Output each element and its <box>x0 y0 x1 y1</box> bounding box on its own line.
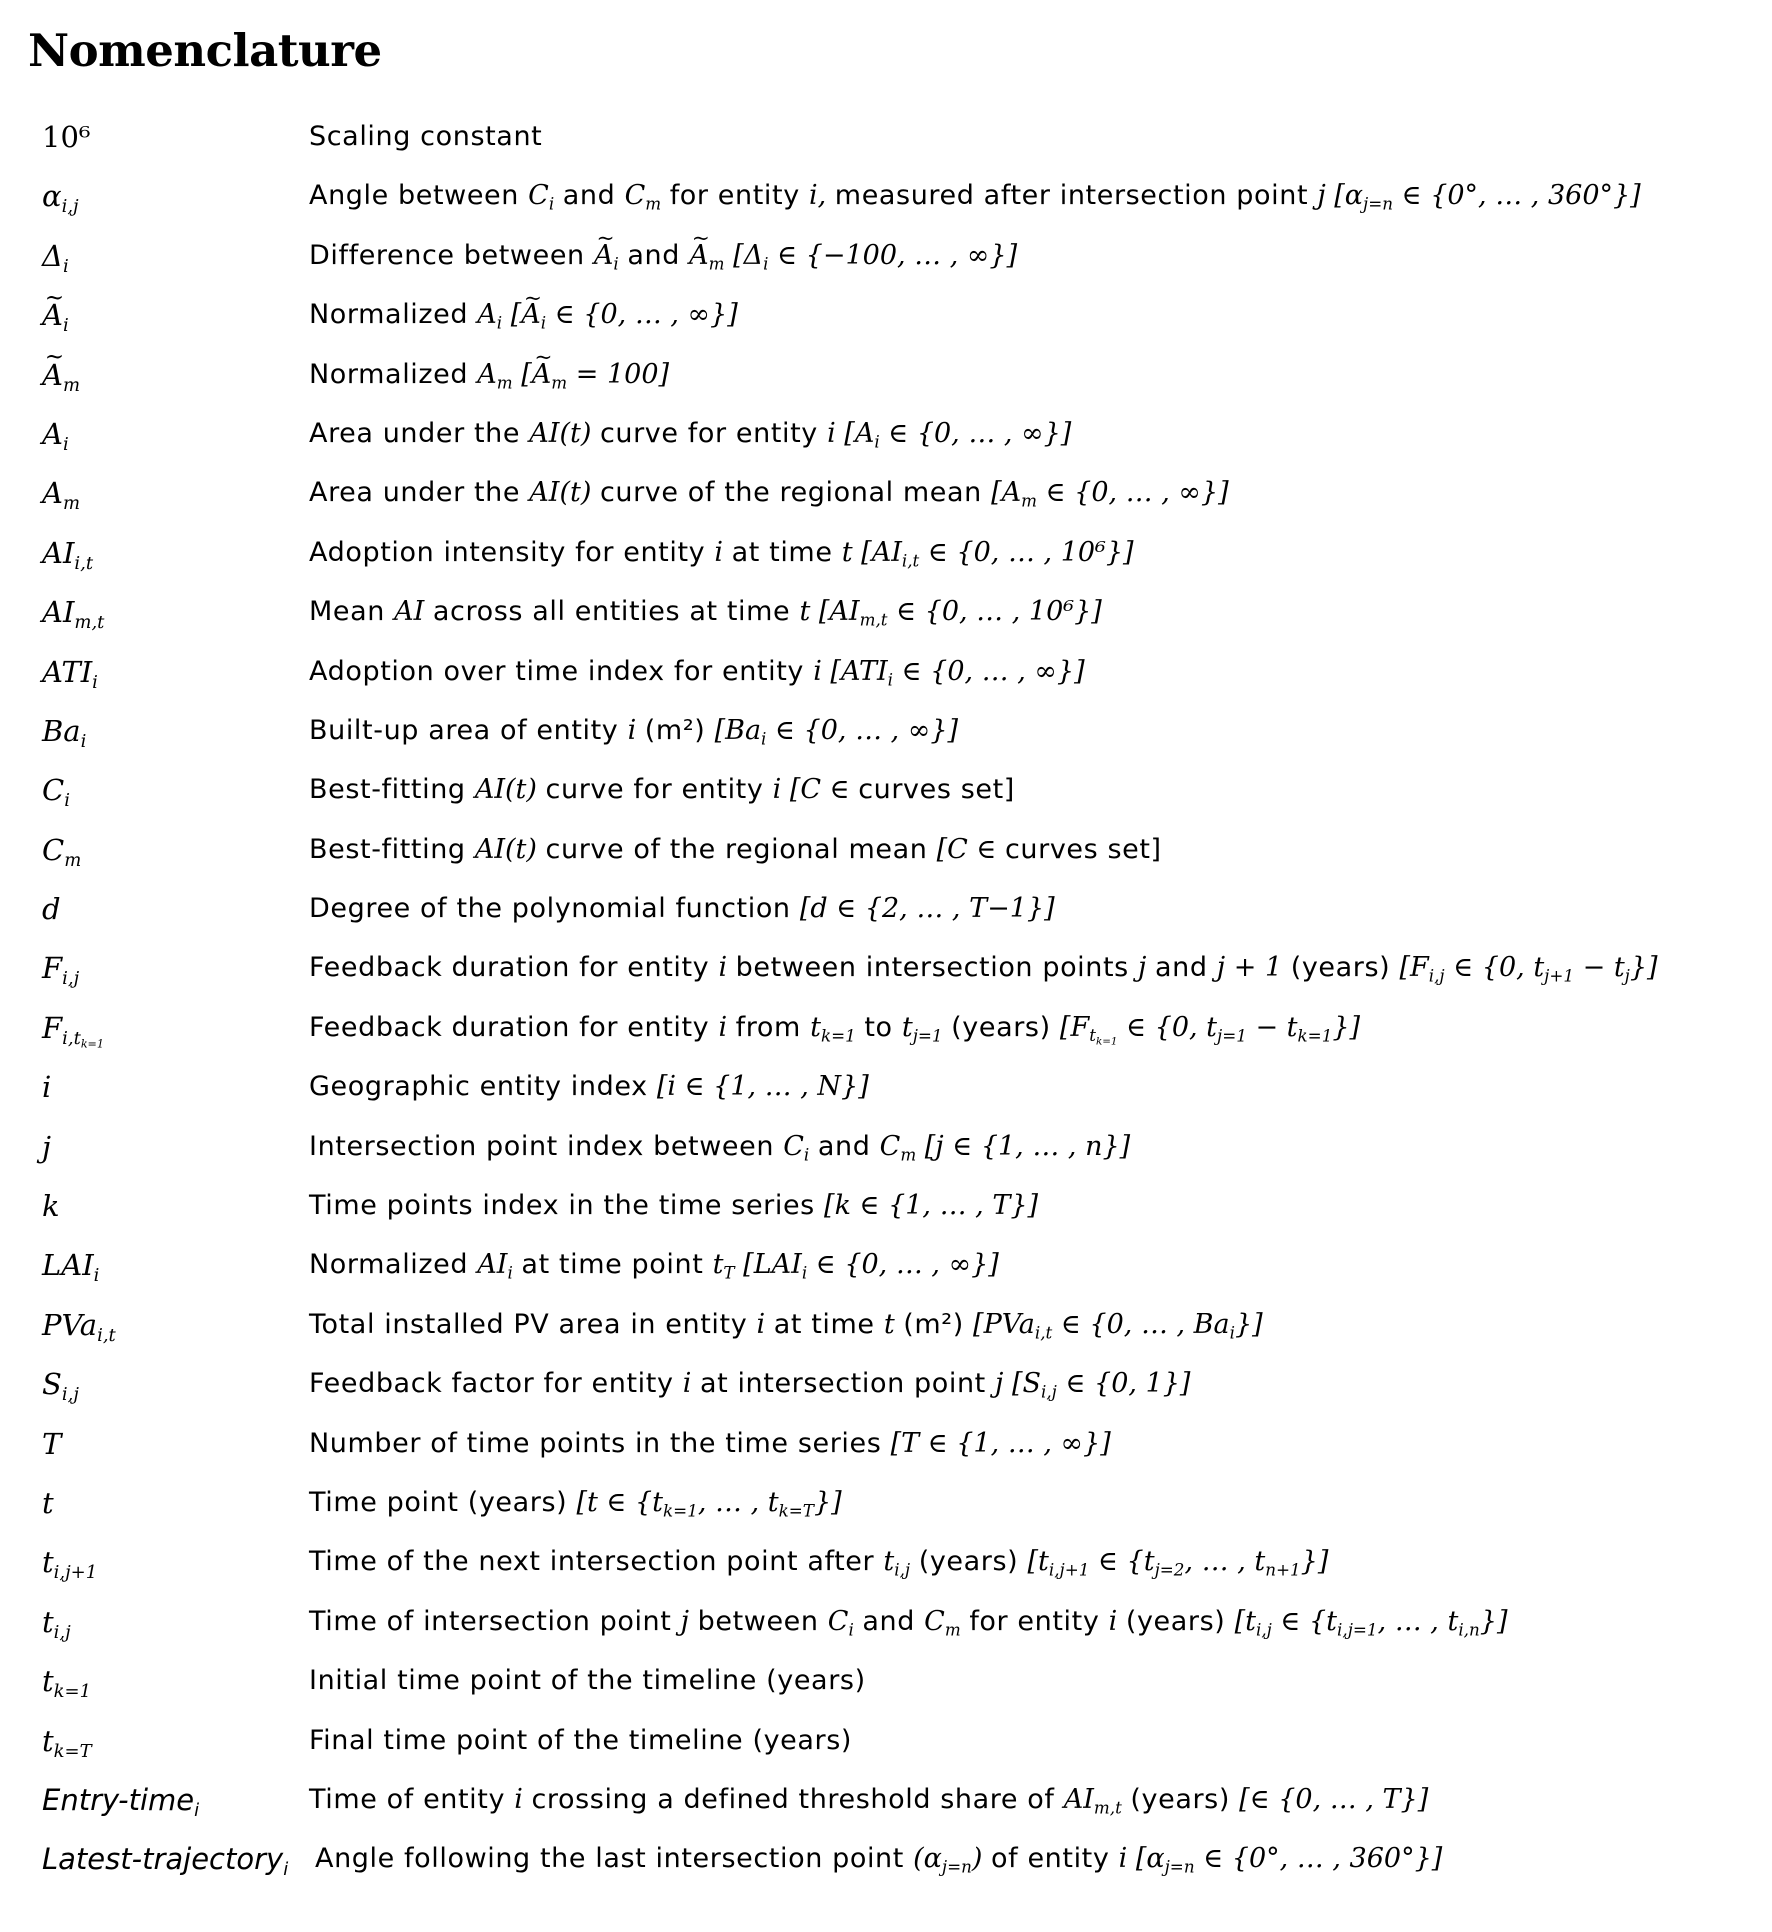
nomenclature-description: Feedback factor for entity i at intersection point j [$S_{i,j}$ ∈ {0, 1}] <box>309 1368 1191 1402</box>
nomenclature-row <box>0 653 1772 712</box>
nomenclature-row <box>0 593 1772 652</box>
nomenclature-row <box>0 1722 1772 1781</box>
nomenclature-row <box>0 296 1772 355</box>
nomenclature-row <box>0 831 1772 890</box>
nomenclature-symbol: $C_i$ <box>42 773 70 812</box>
nomenclature-symbol: $t_{k=1}$ <box>42 1664 92 1702</box>
nomenclature-description: Intersection point index between $C_i$ and $C_m$ [j ∈ {1, … , n}] <box>309 1130 1131 1164</box>
nomenclature-list <box>0 118 1772 1900</box>
nomenclature-symbol: 10⁶ <box>42 120 91 154</box>
nomenclature-symbol: $C_m$ <box>42 832 82 871</box>
nomenclature-description: Normalized $A_m$ [~ $A_m = 100$] <box>309 359 1772 390</box>
nomenclature-row <box>0 118 1772 177</box>
nomenclature-symbol: $\Delta_i$ <box>42 238 69 277</box>
nomenclature-description: Time points index in the time series [k ∈ {1, … , T}] <box>309 1190 1039 1222</box>
nomenclature-description: Normalized $A_i$ [~ $A_i$ ∈ {0, … , ∞}] <box>309 299 1772 330</box>
nomenclature-row <box>0 1306 1772 1365</box>
nomenclature-symbol: i <box>42 1070 52 1105</box>
nomenclature-description: Feedback duration for entity i from $t_{k=1}$ to $t_{j=1}$ (years) [$F_{t_{k=1}}$ ∈ {0, $t_{j=1} - t_{k=1}$}] <box>309 1011 1361 1048</box>
nomenclature-symbol: $t_{i,j}$ <box>42 1604 71 1643</box>
nomenclature-description: Time of the next intersection point after $t_{i,j}$ (years) [$t_{i,j+1}$ ∈ {$t_{j=2}$, … , $t_{n+1}$}] <box>309 1546 1329 1580</box>
nomenclature-row <box>0 1543 1772 1602</box>
nomenclature-row <box>0 474 1772 533</box>
nomenclature-row <box>0 534 1772 593</box>
nomenclature-row <box>0 1365 1772 1424</box>
nomenclature-description: Area under the AI(t) curve of the regional mean [$A_m$ ∈ {0, … , ∞}] <box>309 477 1229 511</box>
nomenclature-symbol: t <box>42 1485 54 1520</box>
nomenclature-description: Area under the AI(t) curve for entity i [$A_i$ ∈ {0, … , ∞}] <box>309 417 1072 452</box>
nomenclature-description: Degree of the polynomial function [d ∈ {2, … , T−1}] <box>309 893 1055 925</box>
nomenclature-symbol: $F_{i,j}$ <box>42 951 80 990</box>
nomenclature-symbol: $LAI_i$ <box>42 1248 100 1287</box>
nomenclature-row <box>0 949 1772 1008</box>
nomenclature-description: Scaling constant <box>309 121 543 152</box>
nomenclature-description: Final time point of the timeline (years) <box>309 1724 853 1756</box>
nomenclature-description: Total installed PV area in entity i at time t (m²) [PVa$_{i,t}$ ∈ {0, … , $Ba_i$}] <box>309 1308 1263 1343</box>
nomenclature-symbol: ~ $A_m$ <box>42 358 80 392</box>
nomenclature-description: Adoption over time index for entity i [$ATI_i$ ∈ {0, … , ∞}] <box>309 655 1085 689</box>
nomenclature-symbol: k <box>42 1189 60 1224</box>
nomenclature-description: Difference between ~ $A_i$ and ~ $A_m$ [$\Delta_i$ ∈ {−100, … , ∞}] <box>309 240 1772 271</box>
nomenclature-symbol: $\alpha_{i,j}$ <box>42 179 79 218</box>
nomenclature-symbol: $S_{i,j}$ <box>42 1367 79 1405</box>
nomenclature-description: Adoption intensity for entity i at time t [$AI_{i,t}$ ∈ {0, … , 10⁶}] <box>309 536 1134 571</box>
nomenclature-description: Angle between $C_i$ and $C_m$ for entity i, measured after intersection point j [$\alpha_{j=n}$ ∈ {0°, … , 360°}] <box>309 180 1641 214</box>
nomenclature-symbol: $t_{i,j+1}$ <box>42 1545 98 1584</box>
nomenclature-description: Angle following the last intersection point $(\alpha_{j=n})$ of entity i [$\alpha_{j=n}$ ∈ {0°, … , 360°}] <box>315 1843 1443 1877</box>
nomenclature-row <box>0 771 1772 830</box>
nomenclature-symbol: d <box>42 892 61 927</box>
nomenclature-symbol: Latest-trajectory$_i$ <box>42 1842 289 1881</box>
nomenclature-row <box>0 356 1772 415</box>
nomenclature-symbol: PVa$_{i,t}$ <box>42 1307 116 1346</box>
nomenclature-row <box>0 415 1772 474</box>
nomenclature-description: Best-fitting AI(t) curve for entity i [C ∈ curves set] <box>309 774 1015 806</box>
nomenclature-description: Built-up area of entity i (m²) [$Ba_i$ ∈ {0, … , ∞}] <box>309 714 959 749</box>
nomenclature-row <box>0 1128 1772 1187</box>
nomenclature-row <box>0 1068 1772 1127</box>
nomenclature-row <box>0 1009 1772 1068</box>
nomenclature-row <box>0 890 1772 949</box>
nomenclature-symbol: $AI_{i,t}$ <box>42 535 94 574</box>
nomenclature-description: Normalized $AI_i$ at time point $t_T$ [$LAI_i$ ∈ {0, … , ∞}] <box>309 1249 999 1283</box>
nomenclature-symbol: ~ $A_i$ <box>42 298 69 332</box>
nomenclature-row <box>0 237 1772 296</box>
nomenclature-description: Geographic entity index [i ∈ {1, … , N}] <box>309 1071 869 1103</box>
nomenclature-description: Time of entity i crossing a defined threshold share of $AI_{m,t}$ (years) [∈ {0, … , T}] <box>309 1783 1429 1818</box>
nomenclature-row <box>0 1425 1772 1484</box>
nomenclature-description: Time point (years) [t ∈ {$t_{k=1}$, … , $t_{k=T}$}] <box>309 1486 842 1521</box>
nomenclature-row <box>0 1781 1772 1840</box>
nomenclature-description: Initial time point of the timeline (years) <box>309 1665 866 1697</box>
nomenclature-row <box>0 712 1772 771</box>
nomenclature-row <box>0 1246 1772 1305</box>
nomenclature-symbol: j <box>42 1129 51 1164</box>
nomenclature-description: Mean AI across all entities at time t [$AI_{m,t}$ ∈ {0, … , 10⁶}] <box>309 596 1102 630</box>
nomenclature-symbol: $A_m$ <box>42 476 80 515</box>
nomenclature-symbol: $t_{k=T}$ <box>42 1723 92 1762</box>
nomenclature-symbol: $AI_{m,t}$ <box>42 595 105 633</box>
nomenclature-description: Time of intersection point j between $C_i$ and $C_m$ for entity i (years) [$t_{i,j}$ ∈ {$t_{i,j=1}$, … , $t_{i,n}$}] <box>309 1605 1508 1640</box>
nomenclature-description: Best-fitting AI(t) curve of the regional mean [C ∈ curves set] <box>309 833 1162 865</box>
nomenclature-row <box>0 1662 1772 1721</box>
nomenclature-symbol: Entry-time$_i$ <box>42 1782 200 1821</box>
nomenclature-description: Number of time points in the time series [T ∈ {1, … , ∞}] <box>309 1427 1111 1459</box>
nomenclature-symbol: T <box>42 1426 62 1461</box>
nomenclature-row <box>0 177 1772 236</box>
nomenclature-row <box>0 1187 1772 1246</box>
nomenclature-row <box>0 1484 1772 1543</box>
nomenclature-symbol: $ATI_i$ <box>42 654 98 693</box>
nomenclature-symbol: $F_{i,t_{k=1}}$ <box>42 1010 104 1051</box>
nomenclature-heading: Nomenclature <box>28 24 382 77</box>
nomenclature-row <box>0 1840 1772 1899</box>
nomenclature-description: Feedback duration for entity i between intersection points j and j + 1 (years) [$F_{i,j}$ ∈ {0, $t_{j+1} - t_j$}] <box>309 952 1658 986</box>
nomenclature-symbol: $A_i$ <box>42 416 69 455</box>
nomenclature-row <box>0 1603 1772 1662</box>
nomenclature-symbol: $Ba_i$ <box>42 713 87 752</box>
